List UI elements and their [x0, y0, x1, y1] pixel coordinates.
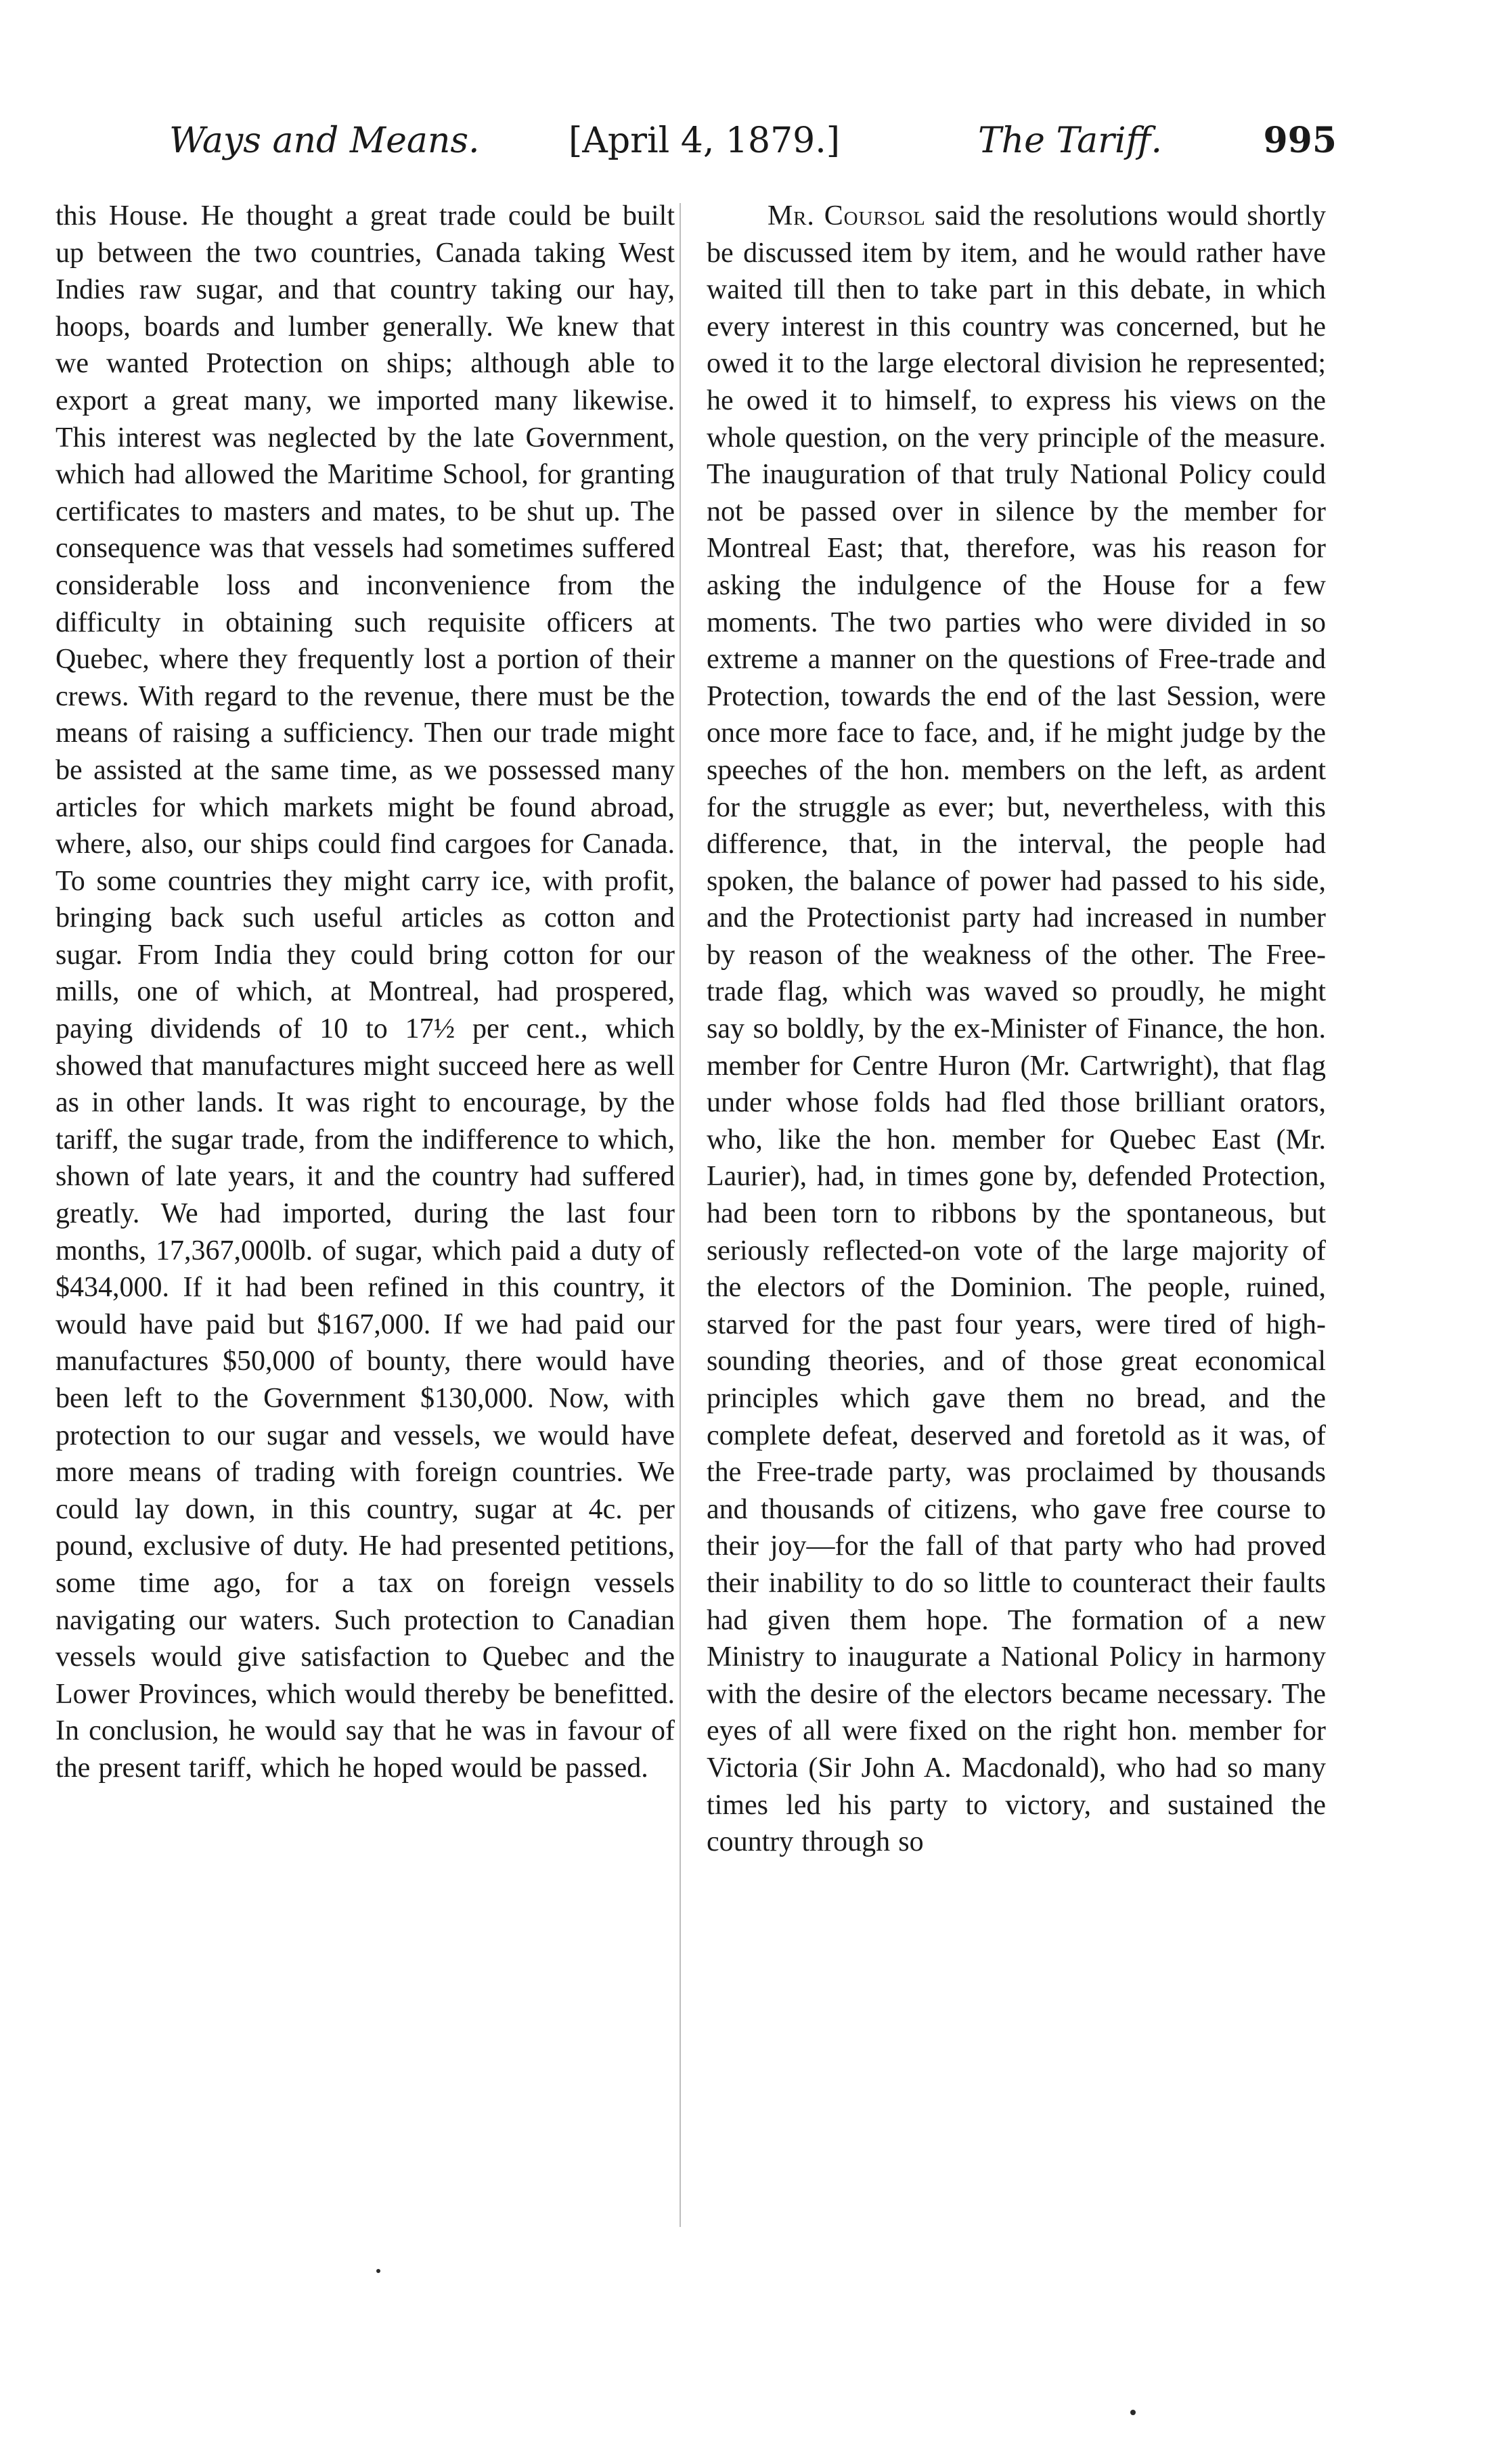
sitting-date: [April 4, 1879.]	[569, 120, 841, 161]
print-speck	[376, 2269, 380, 2273]
subject-title: The Tariff.	[978, 120, 1162, 161]
page-number: 995	[1263, 120, 1337, 161]
speaker-name: Mr. Coursol	[768, 200, 926, 231]
running-head	[169, 114, 1337, 168]
left-column	[55, 198, 675, 1787]
right-column	[707, 198, 1326, 1861]
speech-text: said the resolutions would shortly be discussed item by item, and he would rather have waited till then to take part in this debate, in which every interest in this country was concerned, but he owed it to the large electoral division he represented; he owed it to himself, to express his views on the whole question, on the very principle of the measure. The inauguration of that truly National Policy could not be passed over in silence by the member for Montreal East; that, therefore, was his reason for asking the indulgence of the House for a few moments. The two parties who were divided in so extreme a manner on the questions of Free-trade and Protection, towards the end of the last Session, were once more face to face, and, if he might judge by the speeches of the hon. members on the left, as ardent for the struggle as ever; but, nevertheless, with this difference, that, in the interval, the people had spoken, the balance of power had passed to his side, and the Protectionist party had increased in number by reason of the weakness of the other. The Free-trade flag, which was waved so proudly, he might say so boldly, by the ex-Minister of Finance, the hon. member for Centre Huron (Mr. Cartwright), that flag under whose folds had fled those brilliant orators, who, like the hon. member for Quebec East (Mr. Laurier), had, in times gone by, defended Protection, had been torn to ribbons by the spontaneous, but seriously reflected-on vote of the large majority of the electors of the Dominion. The people, ruined, starved for the past four years, were tired of high-sounding theories, and of those great economical principles which gave them no bread, and the complete defeat, deserved and foretold as it was, of the Free-trade party, was proclaimed by thousands and thousands of citizens, who gave free course to their joy—for the fall of that party who had proved their inability to do so little to counteract their faults had given them hope. The formation of a new Ministry to inaugurate a National Policy in harmony with the desire of the electors became necessary. The eyes of all were fixed on the right hon. member for Victoria (Sir John A. Macdonald), who had so many times led his party to victory, and sustained the country through so	[707, 200, 1326, 1858]
section-title: Ways and Means.	[169, 120, 480, 161]
right-column-paragraph	[707, 198, 1326, 1861]
print-speck	[1130, 2410, 1136, 2415]
column-divider	[680, 203, 681, 2227]
left-column-paragraph: this House. He thought a great trade could be built up between the two countries, Canada taking West Indies raw sugar, and that country taking our hay, hoops, boards and lumber generally. We knew that we wanted Protection on ships; although able to export a great many, we imported many likewise. This interest was neglected by the late Government, which had allowed the Maritime School, for granting certificates to masters and mates, to be shut up. The consequence was that vessels had sometimes suffered considerable loss and inconvenience from the difficulty in obtaining such requisite officers at Quebec, where they frequently lost a portion of their crews. With regard to the revenue, there must be the means of raising a sufficiency. Then our trade might be assisted at the same time, as we possessed many articles for which markets might be found abroad, where, also, our ships could find cargoes for Canada. To some countries they might carry ice, with profit, bringing back such useful articles as cotton and sugar. From India they could bring cotton for our mills, one of which, at Montreal, had prospered, paying dividends of 10 to 17½ per cent., which showed that manufactures might succeed here as well as in other lands. It was right to encourage, by the tariff, the sugar trade, from the indifference to which, shown of late years, it and the country had suffered greatly. We had imported, during the last four months, 17,367,000lb. of sugar, which paid a duty of $434,000. If it had been refined in this country, it would have paid but $167,000. If we had paid our manufactures $50,000 of bounty, there would have been left to the Government $130,000. Now, with protection to our sugar and vessels, we would have more means of trading with foreign countries. We could lay down, in this country, sugar at 4c. per pound, exclusive of duty. He had presented petitions, some time ago, for a tax on foreign vessels navigating our waters. Such protection to Canadian vessels would give satisfaction to Quebec and the Lower Provinces, which would thereby be benefitted. In conclusion, he would say that he was in favour of the present tariff, which he hoped would be passed.	[55, 200, 675, 1784]
